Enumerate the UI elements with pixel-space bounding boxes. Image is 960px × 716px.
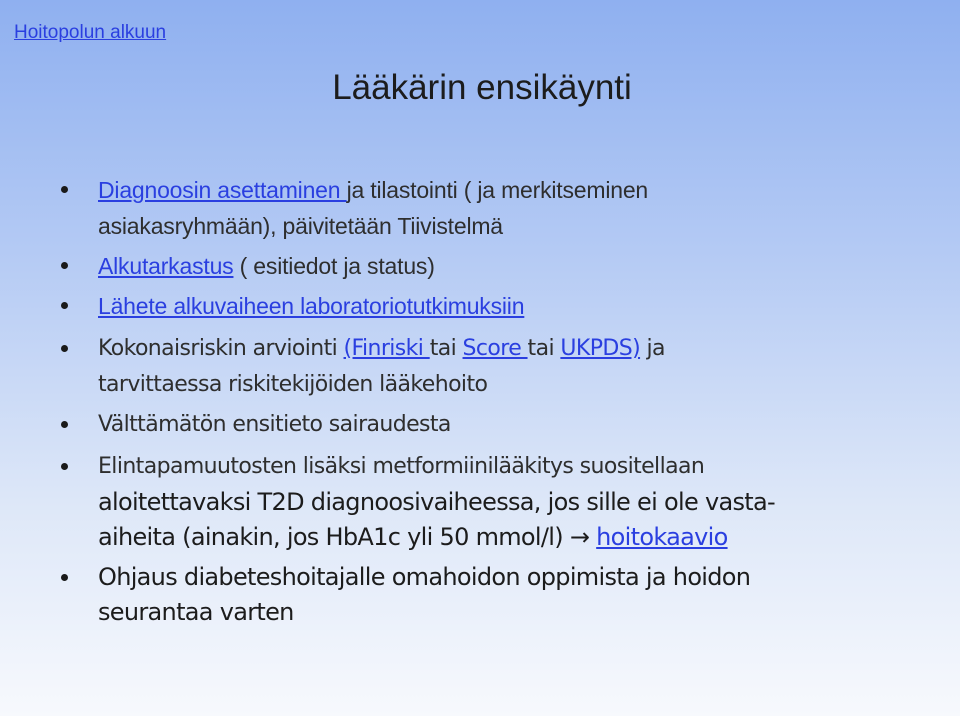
bullet-ensitieto (98, 407, 858, 443)
bullet-ohjaus-line2: seurantaa varten (98, 598, 294, 626)
bullet-ensitieto-text: Välttämätön ensitieto sairaudesta (98, 412, 451, 437)
bullet-dot (61, 262, 68, 269)
page-title-text: Lääkärin ensikäynti (332, 68, 632, 107)
bullet-ohjaus-line1: Ohjaus diabeteshoitajalle omahoidon oppimista ja hoidon (98, 563, 751, 591)
bullet-kokonaisriski-line1 (98, 331, 858, 367)
ja-text: ja (640, 336, 665, 361)
bullet-metformiini-line3 (98, 520, 858, 555)
hoitokaavio-link[interactable]: hoitokaavio (596, 523, 728, 551)
home-link[interactable]: Hoitopolun alkuun (14, 22, 167, 43)
lahete-link[interactable]: Lähete alkuvaiheen laboratoriotutkimuksiin (98, 293, 525, 319)
kokonaisriski-text: Kokonaisriskin arviointi (98, 336, 344, 361)
diagnosis-link[interactable]: Diagnoosin asettaminen (98, 177, 347, 203)
bullet-metformiini-line1: Elintapamuutosten lisäksi metformiinilääkitys suositellaan (98, 454, 705, 479)
bullet-dot (61, 421, 68, 428)
bullet-diagnosis-text1: ja tilastointi ( ja merkitseminen (346, 177, 649, 203)
bullet-alkutarkastus (98, 248, 858, 284)
ukpds-link[interactable]: UKPDS) (560, 336, 641, 361)
tai-text-2: tai (527, 336, 561, 361)
tai-text-1: tai (429, 336, 463, 361)
bullet-dot (61, 463, 68, 470)
bullet-diagnosis-line2: asiakasryhmään), päivitetään Tiivistelmä (98, 213, 503, 239)
bullet-metformiini-line2: aloitettavaksi T2D diagnoosivaiheessa, jos sille ei ole vasta- (98, 488, 775, 516)
alkutarkastus-link[interactable]: Alkutarkastus (98, 253, 234, 279)
bullet-metformiini (98, 449, 858, 555)
finriski-link[interactable]: (Finriski (343, 336, 430, 361)
bullet-ohjaus (98, 560, 858, 630)
bullet-dot (61, 186, 68, 193)
bullet-alkutarkastus-text: ( esitiedot ja status) (233, 253, 435, 279)
bullet-dot (61, 302, 68, 309)
bullet-lahete (98, 288, 858, 324)
bullet-dot (61, 345, 68, 352)
score-link[interactable]: Score (462, 336, 528, 361)
bullet-diagnosis (98, 172, 858, 244)
page-title (0, 68, 960, 108)
bullet-dot (61, 574, 68, 581)
bullet-kokonaisriski-line2: tarvittaessa riskitekijöiden lääkehoito (98, 372, 488, 397)
metformiini-text3: aiheita (ainakin, jos HbA1c yli 50 mmol/l) → (98, 523, 597, 551)
bullet-diagnosis-line1 (98, 172, 858, 208)
bullet-kokonaisriski (98, 331, 858, 403)
